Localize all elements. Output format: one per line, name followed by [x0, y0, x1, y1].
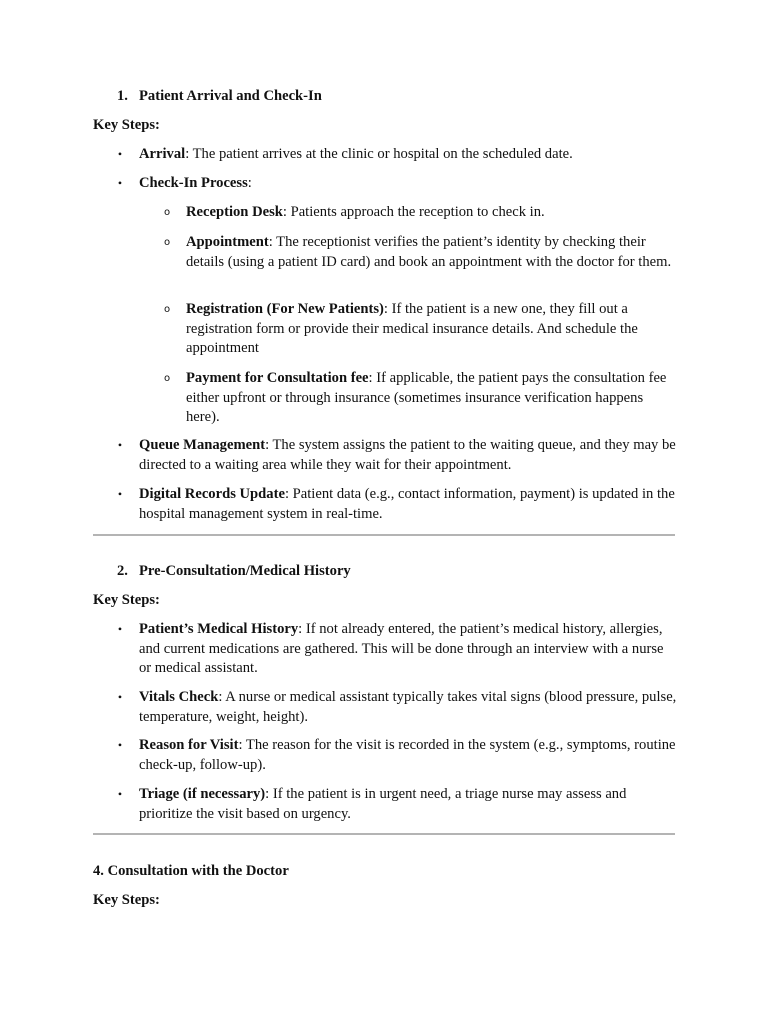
sub-bullet-icon: o	[163, 207, 171, 218]
item-term: Triage (if necessary)	[139, 786, 266, 802]
section-2-number: 2.	[117, 563, 128, 579]
section-1-key-steps-label: Key Steps:	[93, 117, 160, 133]
item-text: : Patient data (e.g., contact information, payment) is updated in the hospital management system in real-time.	[139, 486, 675, 522]
bullet-icon: •	[117, 147, 123, 161]
item-term: Digital Records Update	[139, 486, 285, 502]
item-text: : The patient arrives at the clinic or hospital on the scheduled date.	[185, 146, 573, 162]
section-4-key-steps-label: Key Steps:	[93, 892, 160, 908]
item-text: : The reason for the visit is recorded in the system (e.g., symptoms, routine check-up, follow-up).	[139, 737, 676, 773]
item-text: : If applicable, the patient pays the consultation fee either upfront or through insurance (sometimes insurance verification happens here).	[186, 370, 667, 425]
list-item	[117, 436, 679, 475]
list-item	[117, 736, 679, 775]
section-4-heading: 4. Consultation with the Doctor	[93, 863, 289, 879]
item-term: Payment for Consultation fee	[186, 370, 369, 386]
list-item	[117, 485, 679, 524]
item-term: Reason for Visit	[139, 737, 239, 753]
bullet-icon: •	[117, 738, 123, 752]
list-item	[117, 145, 679, 165]
list-item	[117, 174, 679, 194]
bullet-icon: •	[117, 487, 123, 501]
bullet-icon: •	[117, 787, 123, 801]
item-term: Registration (For New Patients)	[186, 301, 384, 317]
item-text: : If not already entered, the patient’s medical history, allergies, and current medications are gathered. This will be done through an interview with a nurse or medical assistant.	[139, 621, 664, 676]
item-term: Arrival	[139, 146, 186, 162]
item-term: Patient’s Medical History	[139, 621, 299, 637]
list-item	[163, 203, 676, 223]
bullet-icon: •	[117, 622, 123, 636]
item-text: :	[247, 175, 252, 191]
section-1-heading	[93, 87, 675, 107]
item-text: : A nurse or medical assistant typically takes vital signs (blood pressure, pulse, temperature, weight, height).	[139, 689, 677, 725]
section-divider	[93, 833, 675, 835]
item-text: : The system assigns the patient to the waiting queue, and they may be directed to a waiting area while they wait for their appointment.	[139, 437, 676, 473]
item-term: Check-In Process	[139, 175, 248, 191]
bullet-icon: •	[117, 438, 123, 452]
list-item	[117, 785, 679, 824]
item-text: : Patients approach the reception to check in.	[282, 204, 545, 220]
bullet-icon: •	[117, 176, 123, 190]
section-2-heading	[93, 562, 675, 582]
item-term: Vitals Check	[139, 689, 219, 705]
bullet-icon: •	[117, 690, 123, 704]
sub-bullet-icon: o	[163, 237, 171, 248]
item-text: : The receptionist verifies the patient’s identity by checking their details (using a patient ID card) and book an appointment with the doctor for them.	[186, 234, 672, 270]
item-text: : If the patient is in urgent need, a triage nurse may assess and prioritize the visit based on urgency.	[139, 786, 627, 822]
section-1-number: 1.	[117, 88, 128, 104]
item-term: Reception Desk	[186, 204, 283, 220]
list-item	[117, 620, 679, 679]
list-item	[117, 688, 679, 727]
list-item	[163, 369, 676, 428]
section-1-title: Patient Arrival and Check-In	[139, 88, 322, 104]
section-divider	[93, 534, 675, 536]
list-item	[163, 233, 676, 272]
item-text: : If the patient is a new one, they fill out a registration form or provide their medical insurance details. And schedule the appointment	[186, 301, 638, 356]
list-item	[163, 300, 676, 359]
section-2-key-steps-label: Key Steps:	[93, 592, 160, 608]
section-2-title: Pre-Consultation/Medical History	[139, 563, 351, 579]
sub-bullet-icon: o	[163, 304, 171, 315]
sub-bullet-icon: o	[163, 373, 171, 384]
item-term: Queue Management	[139, 437, 266, 453]
item-term: Appointment	[186, 234, 269, 250]
